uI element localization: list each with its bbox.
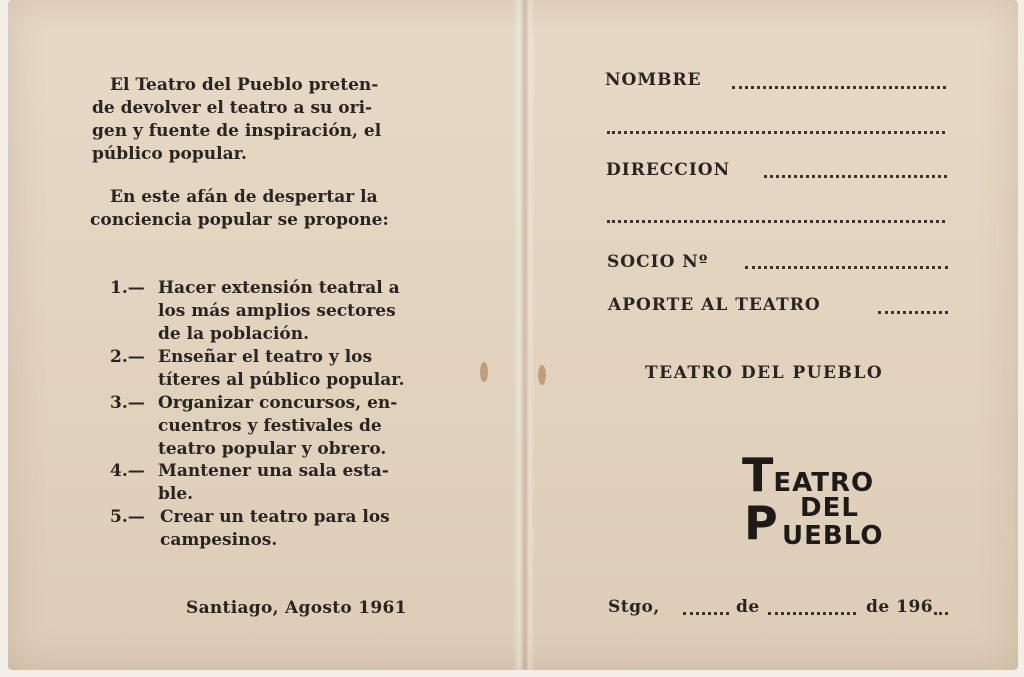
- card-fold: [513, 0, 535, 670]
- item-line: Organizar concursos, en-: [158, 393, 398, 413]
- list-item: [158, 392, 397, 461]
- aporte-line[interactable]: [878, 311, 948, 314]
- list-item: [160, 506, 390, 552]
- item-line: ble.: [158, 484, 194, 504]
- item-number: 2.—: [110, 347, 145, 367]
- intro-line: El Teatro del Pueblo preten-: [110, 75, 379, 95]
- item-line: Mantener una sala esta-: [158, 461, 389, 481]
- socio-label: SOCIO Nº: [607, 252, 709, 272]
- day-line[interactable]: [683, 612, 729, 615]
- de-label-2: de 196: [866, 597, 934, 617]
- teatro-logo-del: [800, 493, 859, 523]
- nombre-line-2[interactable]: [607, 131, 945, 134]
- list-item: [158, 346, 405, 392]
- item-line: Hacer extensión teatral a: [158, 278, 400, 298]
- item-line: Enseñar el teatro y los: [158, 347, 373, 367]
- nombre-line[interactable]: [732, 86, 946, 89]
- direccion-label: DIRECCION: [606, 160, 731, 180]
- de-label-1: de: [736, 597, 760, 617]
- logo-t-rest: EATRO: [773, 468, 875, 498]
- direccion-line-2[interactable]: [607, 220, 945, 223]
- intro-line: de devolver el teatro a su ori-: [92, 98, 373, 118]
- purpose-line: conciencia popular se propone:: [90, 210, 389, 230]
- direccion-line[interactable]: [764, 175, 947, 178]
- logo-del: DEL: [800, 493, 859, 523]
- item-number: 1.—: [110, 278, 145, 298]
- logo-t-cap: T: [742, 448, 774, 502]
- item-line: los más amplios sectores: [158, 301, 396, 321]
- item-line: Crear un teatro para los: [160, 507, 390, 527]
- year-line[interactable]: [934, 612, 948, 615]
- intro-line: gen y fuente de inspiración, el: [92, 121, 382, 141]
- right-heading: TEATRO DEL PUEBLO: [645, 363, 884, 383]
- teatro-logo-p: [744, 496, 778, 550]
- month-line[interactable]: [768, 612, 856, 615]
- intro-paragraph: [92, 74, 381, 166]
- teatro-logo-ueblo: [782, 521, 883, 551]
- list-item: [158, 460, 389, 506]
- logo-p-cap: P: [744, 496, 778, 550]
- stgo-label: Stgo,: [608, 597, 660, 617]
- logo-p-rest: UEBLO: [782, 521, 884, 551]
- purpose-line: En este afán de despertar la: [110, 187, 378, 207]
- aporte-label: APORTE AL TEATRO: [608, 295, 821, 315]
- stain-right: [538, 365, 546, 385]
- list-item: [158, 277, 400, 346]
- left-footer-date: Santiago, Agosto 1961: [186, 598, 407, 618]
- item-number: 5.—: [110, 507, 145, 527]
- item-number: 4.—: [110, 461, 145, 481]
- stain-left: [480, 362, 488, 382]
- intro-line: público popular.: [92, 144, 247, 164]
- purpose-paragraph: [90, 186, 389, 232]
- item-line: títeres al público popular.: [158, 370, 405, 390]
- item-line: campesinos.: [160, 530, 278, 550]
- item-line: de la población.: [158, 324, 310, 344]
- item-line: teatro popular y obrero.: [158, 439, 387, 459]
- item-number: 3.—: [110, 393, 145, 413]
- nombre-label: NOMBRE: [605, 70, 702, 90]
- socio-line[interactable]: [745, 266, 948, 269]
- item-line: cuentros y festivales de: [158, 416, 382, 436]
